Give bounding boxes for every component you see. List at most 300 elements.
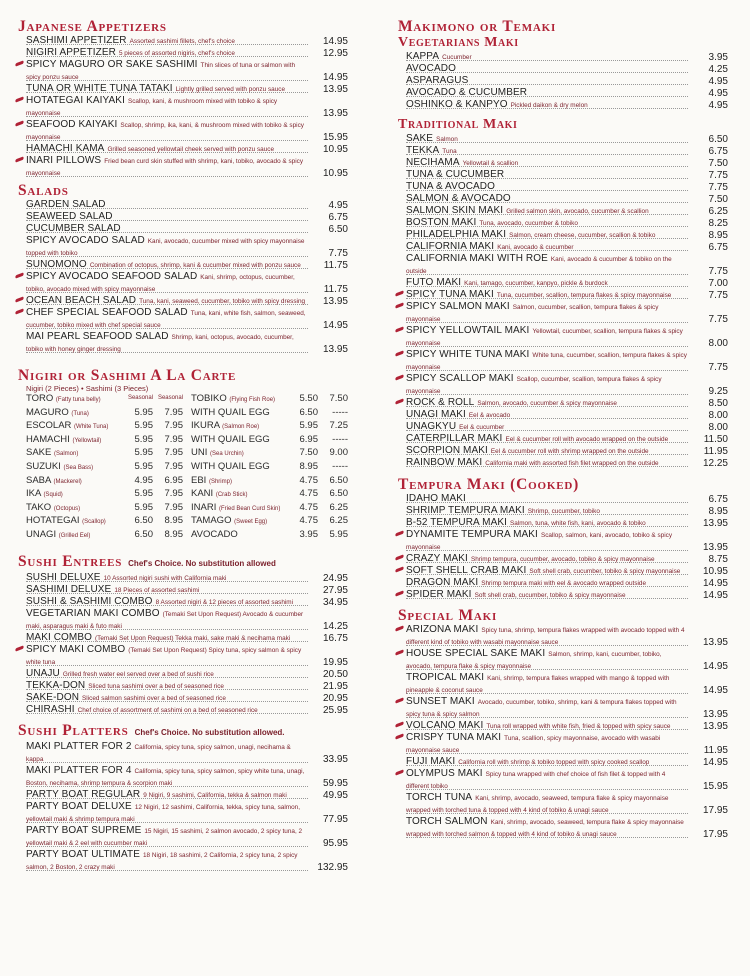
menu-item (406, 325, 728, 349)
item-description: Tuna, kani, white fish, salmon, seaweed, cucumber, tobiko mixed with chef special sauce (26, 310, 306, 329)
item-description: Pickled daikon & dry melon (510, 102, 588, 109)
item-text (406, 505, 600, 515)
item-description: 8 Assorted nigiri & 12 pieces of assorted sashimi (155, 598, 294, 606)
item-name: SPIDER MAKI (406, 589, 472, 600)
item-description: Yellowtail, cucumber, scallion, tempura flakes & spicy mayonnaise (406, 328, 683, 347)
item-description: Eel & cucumber roll with shrimp wrapped on the outside (490, 448, 649, 455)
nigiri-name: UNAGI (26, 528, 57, 540)
nigiri-row (191, 461, 348, 475)
leader-dots (26, 116, 308, 117)
item-name: DYNAMITE TEMPURA MAKI (406, 529, 538, 540)
menu-item (406, 205, 728, 217)
traditional-section (398, 117, 728, 469)
menu-item (26, 849, 348, 873)
item-text (406, 373, 662, 395)
leader-dots (406, 550, 688, 551)
item-text (406, 792, 668, 814)
sashimi-price: 8.95 (164, 515, 183, 527)
item-text (26, 331, 294, 353)
leader-dots (26, 140, 308, 141)
nigiri-row (191, 502, 348, 516)
menu-item (26, 692, 348, 704)
section-title-text: Sushi Entrees (18, 552, 123, 570)
item-price: 13.95 (322, 84, 348, 95)
item-text (406, 325, 683, 347)
item-name: SEAWEED SALAD (26, 211, 113, 222)
menu-item (406, 253, 728, 277)
item-price: 6.75 (708, 242, 728, 253)
item-description: 5 pieces of assorted nigiris, chef's choice (118, 50, 235, 57)
item-price: 7.75 (708, 290, 728, 301)
menu-item (406, 277, 728, 289)
item-description: Shrimp tempura maki with eel & avocado wrapped outside (481, 580, 647, 587)
item-price: 9.25 (708, 386, 728, 397)
nigiri-row (26, 434, 183, 448)
item-name: SPICY AVOCADO SALAD (26, 235, 145, 246)
nigiri-price: 5.95 (299, 420, 318, 432)
platters-section (18, 722, 348, 873)
item-name: TEKKA (406, 145, 440, 156)
leader-dots (406, 370, 688, 371)
menu-item (406, 181, 728, 193)
item-description: Spicy tuna wrapped with chef choice of fish filet & topped with 4 different tobiko (406, 771, 666, 790)
item-price: 6.75 (708, 494, 728, 505)
nigiri-section (18, 367, 348, 543)
item-name: SPICY SALMON MAKI (406, 301, 510, 312)
item-text (26, 155, 303, 177)
menu-item (26, 35, 348, 47)
item-description: Combination of octopus, shrimp, kani & cucumber mixed with ponzu sauce (89, 262, 301, 269)
item-price: 13.95 (702, 709, 728, 720)
nigiri-desc: (Sweet Egg) (234, 519, 268, 526)
item-text (406, 181, 498, 191)
item-text (406, 768, 665, 790)
item-text (26, 307, 306, 329)
item-name: HAMACHI KAMA (26, 143, 105, 154)
menu-item (406, 99, 728, 111)
item-name: SUSHI & SASHIMI COMBO (26, 595, 153, 607)
sashimi-price: 5.95 (329, 528, 348, 540)
nigiri-desc: (Scallop) (82, 519, 106, 526)
vegetarian-list (406, 51, 728, 111)
nigiri-name-cell (191, 434, 288, 448)
nigiri-row (191, 434, 348, 448)
item-description: Salmon, avocado, cucumber & spicy mayonnaise (477, 400, 617, 407)
item-price: 13.95 (322, 296, 348, 307)
nigiri-name-cell (26, 447, 123, 461)
item-name: IDAHO MAKI (406, 493, 466, 504)
nigiri-name-cell (191, 515, 288, 529)
item-price: 7.75 (708, 266, 728, 277)
item-price: 15.95 (322, 132, 348, 143)
item-name: PARTY BOAT SUPREME (26, 824, 142, 836)
item-text (406, 289, 671, 299)
menu-item (406, 301, 728, 325)
nigiri-price: 7.50 (299, 447, 318, 459)
menu-item (406, 696, 728, 720)
item-name: SEAFOOD KAIYAKI (26, 119, 118, 130)
menu-item (406, 756, 728, 768)
item-name: SPICY YELLOWTAIL MAKI (406, 325, 530, 336)
menu-item (406, 397, 728, 409)
item-description: Kani, avocado & cucumber (497, 244, 574, 251)
leader-dots (406, 346, 688, 347)
item-description: Shrimp tempura, cucumber, avocado, tobiko & spicy mayonnaise (470, 556, 655, 563)
item-description: Lightly grilled served with ponzu sauce (175, 86, 286, 93)
item-description: Tuna, kani, seaweed, cucumber, tobiko with spicy dressing (139, 298, 306, 305)
nigiri-name: INARI (191, 501, 217, 513)
menu-item (26, 47, 348, 59)
nigiri-name: WITH QUAIL EGG (191, 433, 270, 445)
item-description: Tuna (442, 148, 457, 155)
appetizers-list (26, 35, 348, 179)
item-price: 17.95 (702, 805, 728, 816)
nigiri-name: HOTATEGAI (26, 515, 80, 527)
item-name: KAPPA (406, 51, 440, 62)
nigiri-price: Seasonal (127, 395, 153, 401)
item-text (406, 277, 608, 287)
item-text (26, 765, 304, 787)
item-name: OCEAN BEACH SALAD (26, 295, 137, 306)
item-description: Grilled seasoned yellowtail cheek served with ponzu sauce (107, 146, 275, 153)
menu-item (26, 119, 348, 143)
item-price: 4.95 (328, 200, 348, 211)
item-name: SPICY WHITE TUNA MAKI (406, 349, 530, 360)
item-text (26, 119, 304, 141)
menu-item (406, 433, 728, 445)
menu-item (26, 608, 348, 632)
item-name: TORCH TUNA (406, 792, 473, 803)
sashimi-price: 7.25 (329, 420, 348, 432)
nigiri-name: MAGURO (26, 406, 69, 418)
item-text (406, 63, 459, 73)
menu-item (406, 445, 728, 457)
item-name: TORCH SALMON (406, 816, 488, 827)
item-price: 6.75 (328, 212, 348, 223)
item-name: HOTATEGAI KAIYAKI (26, 95, 125, 106)
nigiri-price: 5.95 (134, 488, 153, 500)
item-text (406, 51, 472, 61)
leader-dots (26, 665, 308, 666)
nigiri-name-cell (26, 434, 123, 448)
item-name: PHILADELPHIA MAKI (406, 229, 507, 240)
item-price: 8.00 (708, 410, 728, 421)
item-price: 59.95 (322, 777, 348, 789)
tempura-list (406, 493, 728, 601)
nigiri-desc: (White Tuna) (74, 424, 109, 431)
nigiri-price: 5.95 (134, 447, 153, 459)
item-text (26, 47, 235, 57)
item-name: SAKE-DON (26, 691, 80, 703)
item-description: Thin slices of tuna or salmon with spicy ponzu sauce (26, 62, 296, 81)
menu-item (26, 668, 348, 680)
nigiri-name: EBI (191, 474, 207, 486)
nigiri-row (191, 488, 348, 502)
item-price: 13.95 (702, 721, 728, 732)
entrees-section (18, 553, 348, 716)
platters-list (26, 741, 348, 873)
nigiri-desc: (Sea Urchin) (210, 451, 244, 458)
item-text (26, 143, 274, 153)
item-text (406, 565, 680, 575)
menu-item (406, 145, 728, 157)
item-description: Salmon, cream cheese, cucumber, scallion & tobiko (509, 232, 656, 239)
item-description: (Temaki Set Upon Request) Spicy tuna, spicy salmon & spicy white tuna (26, 646, 302, 666)
item-text (406, 241, 574, 251)
nigiri-name-cell (191, 393, 288, 407)
section-title: Vegetarians Maki (398, 35, 519, 50)
nigiri-name-cell (191, 407, 288, 421)
nigiri-name: TAKO (26, 501, 52, 513)
section-title: Japanese Appetizers (18, 18, 167, 35)
nigiri-row (191, 529, 348, 543)
item-name: CATERPILLAR MAKI (406, 433, 503, 444)
item-text (406, 517, 646, 527)
item-description: Salmon (436, 136, 458, 143)
item-description: (Temaki Set Upon Request) Tekka maki, sake maki & necihama maki (95, 634, 291, 642)
item-price: 14.95 (702, 578, 728, 589)
menu-item (406, 816, 728, 840)
item-text (26, 741, 291, 763)
menu-item (406, 193, 728, 205)
item-description: 15 Nigiri, 15 sashimi, 2 salmon avocado, 2 spicy tuna, 2 yellowtail maki & 2 eel with cucumber maki (26, 827, 303, 847)
item-name: OSHINKO & KANPYO (406, 99, 508, 110)
item-description: California, spicy tuna, spicy salmon, unagi, necihama & kappa (26, 743, 291, 763)
menu-item (406, 565, 728, 577)
item-price: 14.25 (322, 620, 348, 632)
item-price: 10.95 (322, 144, 348, 155)
item-name: TUNA & AVOCADO (406, 181, 496, 192)
nigiri-row (26, 420, 183, 434)
sashimi-price: 6.25 (329, 515, 348, 527)
leader-dots (406, 789, 688, 790)
item-name: TROPICAL MAKI (406, 672, 485, 683)
menu-item (26, 765, 348, 789)
item-text (26, 789, 287, 799)
section-title (18, 553, 348, 572)
sashimi-price: Seasonal (157, 395, 183, 401)
nigiri-desc: (Shrimp) (208, 478, 232, 485)
nigiri-name-cell (26, 461, 123, 475)
nigiri-row (26, 461, 183, 475)
item-description: 18 Pieces of assorted sashimi (114, 586, 200, 594)
menu-item (26, 644, 348, 668)
item-name: SOFT SHELL CRAB MAKI (406, 565, 527, 576)
nigiri-price: 5.95 (134, 406, 153, 418)
section-title-text: Sushi Platters (18, 721, 129, 739)
item-description: Scallop, kani, & mushroom mixed with tobiko & spicy mayonnaise (26, 98, 278, 117)
item-text (26, 95, 277, 117)
item-price: 6.50 (708, 134, 728, 145)
item-text (406, 169, 507, 179)
item-name: UNAGI MAKI (406, 409, 466, 420)
item-name: CHEF SPECIAL SEAFOOD SALAD (26, 307, 188, 318)
menu-item (406, 553, 728, 565)
item-name: AVOCADO & CUCUMBER (406, 87, 528, 98)
section-title: Tempura Maki (Cooked) (398, 476, 580, 493)
nigiri-desc: (Crab Stick) (215, 492, 248, 499)
item-description: Kani, shrimp, octopus, cucumber, tobiko, avocado mixed with spicy mayonnaise (26, 274, 295, 293)
item-text (26, 35, 235, 45)
item-description: Kani, shrimp, avocado, seaweed, tempura flake & spicy mayonnaise wrapped with torched salmon & topped with 4 kind of tobiko & unagi sauce (406, 819, 684, 838)
section-note: Chef's Choice. No substitution allowed (128, 558, 276, 568)
item-description: Sliced tuna sashimi over a bed of seasoned rice (88, 682, 224, 690)
nigiri-desc: (Mackerel) (53, 478, 82, 485)
menu-item (406, 732, 728, 756)
item-description: Yellowtail & scallion (462, 160, 519, 167)
nigiri-row (191, 407, 348, 421)
sashimi-price: 7.95 (164, 460, 183, 472)
main-title: Makimono or Temaki (398, 18, 557, 35)
nigiri-name: SABA (26, 474, 51, 486)
item-price: 20.50 (322, 668, 348, 680)
item-price: 7.50 (708, 194, 728, 205)
item-description: Fried bean curd skin stuffed with shrimp, kani, tobiko, avocado & spicy mayonnaise (26, 158, 304, 177)
item-price: 13.95 (322, 108, 348, 119)
item-description: White tuna, cucumber, scallion, tempura flakes & spicy mayonnaise (406, 352, 687, 371)
item-price: 7.50 (708, 158, 728, 169)
item-name: B-52 TEMPURA MAKI (406, 517, 507, 528)
item-text (26, 680, 224, 690)
nigiri-name-cell (191, 420, 288, 434)
item-name: SASHIMI APPETIZER (26, 35, 127, 46)
item-text (406, 816, 684, 838)
item-price: 14.95 (322, 320, 348, 331)
menu-item (26, 223, 348, 235)
nigiri-name-cell (26, 515, 123, 529)
item-text (406, 301, 658, 323)
nigiri-row (26, 393, 183, 407)
nigiri-name: TOBIKO (191, 393, 227, 404)
item-text (26, 572, 226, 582)
item-text (26, 584, 199, 594)
item-price: 4.95 (708, 88, 728, 99)
item-description: Kani, shrimp, tempura flakes wrapped with mango & topped with pineapple & coconut sauce (406, 675, 670, 694)
menu-item (406, 63, 728, 75)
nigiri-name-cell (191, 447, 288, 461)
menu-item (406, 505, 728, 517)
appetizers-section (18, 18, 348, 179)
menu-item (26, 259, 348, 271)
item-name: PARTY BOAT REGULAR (26, 788, 141, 800)
menu-item (26, 789, 348, 801)
nigiri-row (191, 515, 348, 529)
item-text (406, 409, 510, 419)
nigiri-name-cell (191, 529, 288, 543)
item-text (26, 295, 305, 305)
nigiri-price: 4.95 (134, 474, 153, 486)
menu-item (406, 720, 728, 732)
item-price: 6.25 (708, 206, 728, 217)
leader-dots (406, 394, 688, 395)
item-description: (Temaki Set Upon Request) Avocado & cucumber maki, asparagus maki & futo maki (26, 610, 304, 630)
menu-item (26, 680, 348, 692)
nigiri-name-cell (26, 488, 123, 502)
menu-item (406, 87, 728, 99)
nigiri-price: 5.50 (299, 393, 318, 404)
leader-dots (406, 274, 688, 275)
item-price: 21.95 (322, 680, 348, 692)
nigiri-row (191, 447, 348, 461)
nigiri-price: 6.50 (299, 406, 318, 418)
nigiri-name: AVOCADO (191, 528, 238, 540)
nigiri-name-cell (191, 461, 288, 475)
item-text (406, 217, 578, 227)
item-price: 13.95 (322, 344, 348, 355)
item-description: Grilled fresh water eel served over a bed of sushi rice (62, 670, 214, 678)
menu-item (26, 83, 348, 95)
item-description: Scallop, salmon, kani, avocado, tobiko & spicy mayonnaise (406, 532, 673, 551)
nigiri-name: WITH QUAIL EGG (191, 406, 270, 418)
item-price: 11.95 (703, 745, 728, 756)
special-section (398, 607, 728, 840)
item-text (406, 672, 669, 694)
vegetarian-section (398, 35, 728, 111)
nigiri-name-cell (26, 475, 123, 489)
item-description: Grilled salmon skin, avocado, cucumber & scallion (506, 208, 649, 215)
nigiri-name: TORO (26, 393, 54, 404)
item-text (406, 253, 672, 275)
item-text (26, 644, 301, 666)
nigiri-name-cell (191, 488, 288, 502)
item-description: Salmon, shrimp, kani, cucumber, tobiko, avocado, tempura flake & spicy mayonnaise (406, 651, 662, 670)
right-column (398, 18, 728, 840)
item-price: 6.75 (708, 146, 728, 157)
sashimi-price: 7.95 (164, 420, 183, 432)
item-name: CRAZY MAKI (406, 553, 468, 564)
nigiri-row (26, 447, 183, 461)
item-price: 8.00 (708, 338, 728, 349)
item-price: 8.95 (708, 230, 728, 241)
item-text (406, 624, 685, 646)
menu-item (406, 529, 728, 553)
item-price: 14.95 (702, 757, 728, 768)
nigiri-row (26, 407, 183, 421)
item-price: 7.75 (708, 170, 728, 181)
item-text (406, 349, 687, 371)
nigiri-row (26, 515, 183, 529)
menu-item (406, 349, 728, 373)
item-text (26, 271, 295, 293)
item-name: GARDEN SALAD (26, 199, 106, 210)
item-description: 18 Nigiri, 18 sashimi, 2 California, 2 spicy tuna, 2 spicy salmon, 2 Boston, 2 crazy maki (26, 851, 298, 871)
menu-item (406, 457, 728, 469)
nigiri-name: HAMACHI (26, 433, 70, 445)
item-description: 9 Nigiri, 9 sashimi, California, tekka & salmon maki (143, 791, 287, 799)
item-text (406, 99, 588, 109)
item-description: California roll with shrimp & tobiko topped with spicy cooked scallop (458, 759, 650, 766)
item-text (406, 720, 670, 730)
item-text (406, 732, 660, 754)
item-name: SPICY TUNA MAKI (406, 289, 494, 300)
item-price: 14.95 (702, 590, 728, 601)
item-description: Tuna, scallion, spicy mayonnaise, avocado with wasabi mayonnaise sauce (406, 735, 661, 754)
menu-item (406, 51, 728, 63)
menu-item (26, 825, 348, 849)
item-name: UNAJU (26, 667, 60, 679)
item-text (406, 397, 617, 407)
menu-item (26, 584, 348, 596)
item-description: Tuna, cucumber, scallion, tempura flakes & spicy mayonnaise (496, 292, 672, 299)
nigiri-name-cell (26, 420, 123, 434)
item-price: 14.95 (702, 685, 728, 696)
nigiri-name-cell (26, 502, 123, 516)
nigiri-left-list (26, 393, 183, 543)
item-name: FUJI MAKI (406, 756, 456, 767)
item-price: 27.95 (322, 584, 348, 596)
menu-item (406, 624, 728, 648)
menu-item (406, 241, 728, 253)
